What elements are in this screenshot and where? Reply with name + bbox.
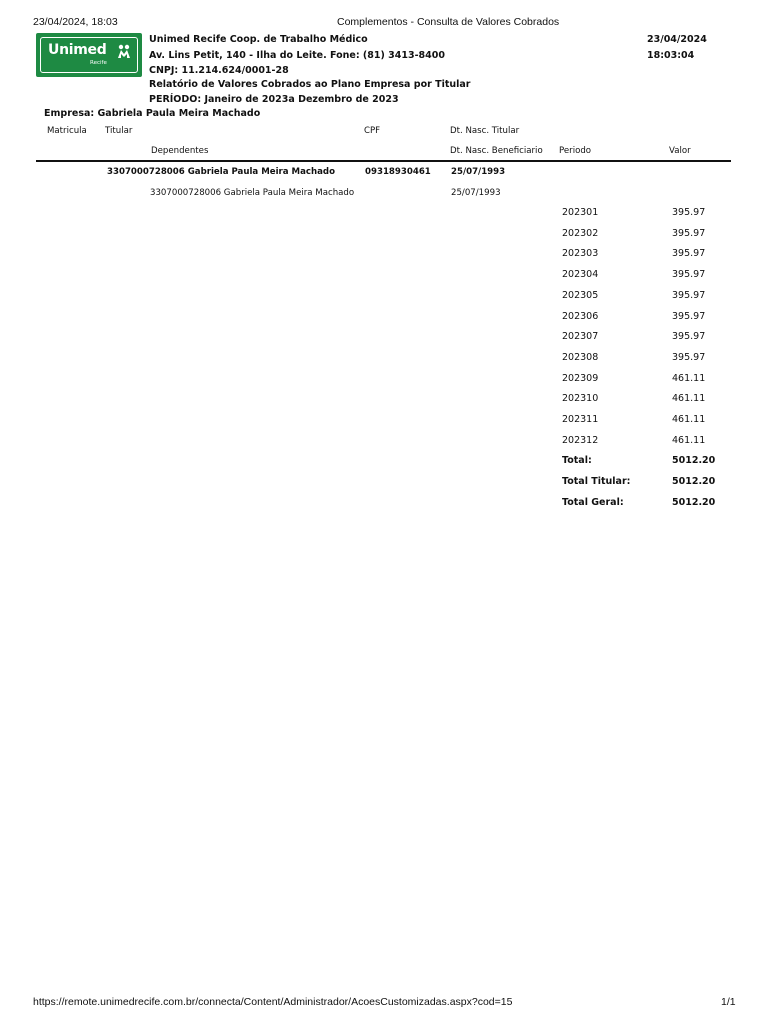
report-time: 18:03:04 [647, 50, 695, 61]
print-page-title: Complementos - Consulta de Valores Cobrados [337, 16, 560, 28]
entry-period: 202308 [562, 352, 599, 363]
entry-period: 202303 [562, 248, 599, 259]
total-label: Total: [562, 455, 592, 466]
print-datetime: 23/04/2024, 18:03 [33, 16, 118, 28]
entry-value: 461.11 [672, 393, 706, 404]
entry-value: 395.97 [672, 331, 706, 342]
dependent-birth: 25/07/1993 [451, 188, 501, 198]
total-label: Total Titular: [562, 476, 631, 487]
col-titular: Titular [105, 126, 133, 136]
company-cnpj: CNPJ: 11.214.624/0001-28 [149, 65, 289, 76]
entry-value: 395.97 [672, 269, 706, 280]
col-dependentes: Dependentes [151, 146, 209, 156]
unimed-symbol-icon [116, 43, 132, 59]
entry-value: 395.97 [672, 290, 706, 301]
titular-birth: 25/07/1993 [451, 167, 506, 177]
col-dt-nasc-titular: Dt. Nasc. Titular [450, 126, 520, 136]
entry-period: 202312 [562, 435, 599, 446]
logo-sub-text: Recife [90, 60, 107, 66]
titular-cpf: 09318930461 [365, 167, 431, 177]
entry-value: 395.97 [672, 207, 706, 218]
col-cpf: CPF [364, 126, 381, 136]
entry-period: 202310 [562, 393, 599, 404]
entry-value: 395.97 [672, 311, 706, 322]
header-divider [36, 160, 731, 162]
total-label: Total Geral: [562, 497, 624, 508]
company-name: Unimed Recife Coop. de Trabalho Médico [149, 34, 368, 45]
entry-period: 202301 [562, 207, 599, 218]
print-page-number: 1/1 [721, 996, 736, 1008]
entry-value: 395.97 [672, 248, 706, 259]
report-period: PERÍODO: Janeiro de 2023a Dezembro de 2023 [149, 94, 399, 105]
entry-period: 202307 [562, 331, 599, 342]
empresa-label: Empresa: Gabriela Paula Meira Machado [44, 108, 261, 119]
col-dt-nasc-beneficiario: Dt. Nasc. Beneficiario [450, 146, 543, 156]
total-value: 5012.20 [672, 476, 716, 487]
entry-period: 202306 [562, 311, 599, 322]
entry-value: 395.97 [672, 352, 706, 363]
entry-period: 202309 [562, 373, 599, 384]
report-title: Relatório de Valores Cobrados ao Plano Empresa por Titular [149, 79, 471, 90]
logo-brand-text: Unimed [48, 42, 107, 58]
titular-name: 3307000728006 Gabriela Paula Meira Machado [107, 167, 335, 177]
entry-period: 202302 [562, 228, 599, 239]
col-valor: Valor [669, 146, 691, 156]
total-value: 5012.20 [672, 497, 716, 508]
entry-value: 461.11 [672, 435, 706, 446]
entry-value: 461.11 [672, 373, 706, 384]
entry-value: 395.97 [672, 228, 706, 239]
print-url: https://remote.unimedrecife.com.br/connecta/Content/Administrador/AcoesCustomizadas.aspx?cod=15 [33, 996, 513, 1008]
report-date: 23/04/2024 [647, 34, 707, 45]
entry-value: 461.11 [672, 414, 706, 425]
total-value: 5012.20 [672, 455, 716, 466]
col-periodo: Periodo [559, 146, 592, 156]
col-matricula: Matricula [47, 126, 87, 136]
company-address: Av. Lins Petit, 140 - Ilha do Leite. Fone: (81) 3413-8400 [149, 50, 445, 61]
entry-period: 202304 [562, 269, 599, 280]
entry-period: 202311 [562, 414, 599, 425]
entry-period: 202305 [562, 290, 599, 301]
dependent-name: 3307000728006 Gabriela Paula Meira Machado [150, 188, 355, 198]
unimed-logo [36, 33, 142, 77]
